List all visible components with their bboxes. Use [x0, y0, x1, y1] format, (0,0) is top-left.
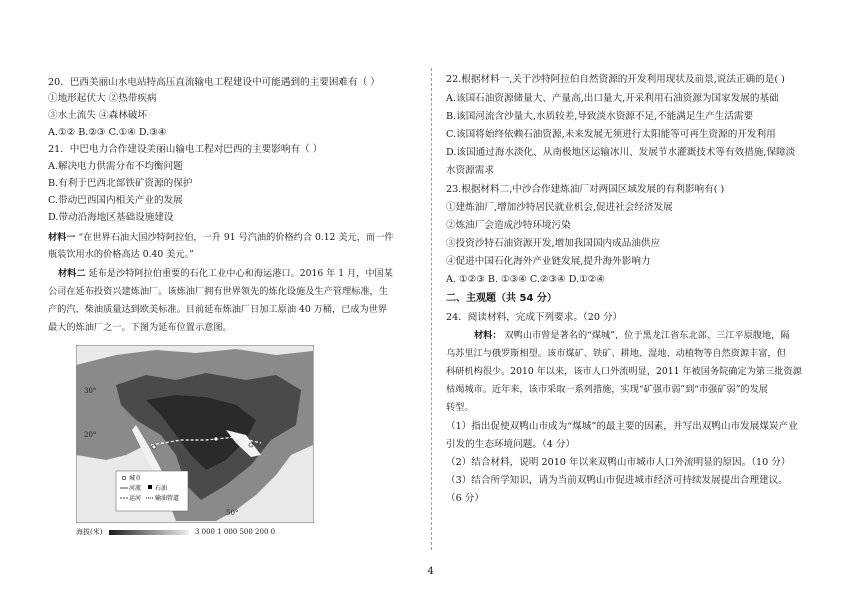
legend-river: 河流	[129, 485, 142, 492]
q23-item-3: ③投资沙特石油资源开发,增加我国国内成品油供应	[446, 238, 661, 249]
q22-option-a: A.该国石油资源储量大、产量高,出口量大,开采利用石油资源为国家发展的基础	[446, 93, 779, 104]
material-2-line-3: 产的汽、柴油质量达到欧美标准。目前延布炼油厂日加工原油 40 万桶，已成为世界	[48, 304, 388, 315]
material-2-label: 材料二	[58, 268, 86, 279]
city-legend-icon	[122, 476, 126, 480]
q23-choices: A. ①②③ B. ①③④ C.②③④ D.①②④	[446, 274, 605, 285]
q23-item-4: ④促进中国石化海外产业链发展,提升海外影响力	[446, 256, 651, 267]
city-marker	[249, 443, 253, 447]
section-2-heading: 二、主观题（共 54 分）	[446, 293, 557, 304]
q20-choices: A.①② B.②③ C.①④ D.③④	[48, 127, 167, 138]
q24-material-label: 材料：	[474, 330, 502, 341]
city-marker	[152, 445, 156, 449]
q22-option-d-line-1: D.该国通过海水淡化、从南极地区运输冰川、发展节水灌溉技术等有效措施,保障淡	[446, 147, 796, 158]
q24-stem: 24．阅读材料，完成下列要求。（20 分）	[446, 312, 623, 323]
legend-oil: 石油	[155, 485, 168, 492]
material-1-label: 材料一	[48, 232, 76, 243]
q23-item-2: ②炼油厂会造成沙特环境污染	[446, 220, 571, 231]
city-marker	[214, 437, 218, 441]
material-1-line-1: “在世界石油大国沙特阿拉伯，一升 91 号汽油的价格约合 0.12 美元，而一件	[78, 232, 394, 243]
legend-city: 城市	[129, 475, 142, 482]
q24-material-line-5: 转型。	[446, 402, 474, 413]
q24-sub-1-line-1: （1）指出促使双鸭山市成为“煤城”的最主要的因素，并写出双鸭山市发展煤炭产业	[446, 421, 798, 432]
page-number: 4	[427, 566, 434, 577]
longitude-label-50: 50°	[226, 509, 239, 517]
q24-material-line-2: 乌苏里江与俄罗斯相望。该市煤矿、铁矿、耕地、湿地、动植物等自然资源丰富，但	[446, 348, 786, 359]
q20-stem: 20．巴西美丽山水电站特高压直流输电工程建设中可能遇到的主要困难有（ ）	[48, 77, 380, 88]
q22-option-d-line-2: 水资源需求	[446, 165, 494, 176]
q21-option-d: D.带动沿海地区基础设施建设	[48, 212, 174, 223]
q24-sub-2: （2）结合材料，说明 2010 年以来双鸭山市城市人口外流明显的原因。（10 分）	[446, 457, 791, 468]
q21-stem: 21．中巴电力合作建设美丽山输电工程对巴西的主要影响有（ ）	[48, 144, 323, 155]
elevation-ticks: 3 000 1 000 500 200 0	[194, 528, 276, 536]
legend-canal: 运河	[129, 495, 142, 502]
material-1-line-2: 瓶装饮用水的价格高达 0.40 美元。”	[48, 249, 194, 260]
q20-options-1: ①地形起伏大 ②热带疾病	[48, 93, 157, 104]
q24-sub-3-line-1: （3）结合所学知识，请为当前双鸭山市促进城市经济可持续发展提出合理建议。	[446, 475, 788, 486]
material-1	[48, 232, 393, 244]
q23-stem: 23.根据材料二,中沙合作建炼油厂对两国区域发展的有利影响有( )	[446, 184, 725, 195]
elevation-label: 海拔(米)	[76, 528, 103, 536]
latitude-label-20: 20°	[84, 431, 97, 439]
q24-material-line-4: 枯竭城市。近年来，该市采取一系列措施，实现“矿强市弱”到“市强矿弱”的发展	[446, 384, 768, 395]
q22-option-c: C.该国将始终依赖石油资源,未来发展无须进行太阳能等可再生资源的开发利用	[446, 129, 776, 140]
legend-pipeline: 输油管道	[155, 495, 180, 502]
material-2-line-1: 延布是沙特阿拉伯重要的石化工业中心和海运港口。2016 年 1 月，中国某	[88, 268, 393, 279]
q24-sub-3-line-2: （6 分）	[446, 493, 484, 504]
material-2-line-4: 最大的炼油厂之一。下图为延布位置示意图。	[48, 322, 232, 333]
oil-legend-icon	[148, 485, 152, 489]
q21-option-b: B.有利于巴西北部铁矿资源的保护	[48, 178, 193, 189]
q24-material-line-3: 科研机构很少。2010 年以来，该市人口外流明显，2011 年被国务院确定为第三批资源	[446, 366, 802, 377]
material-2-line-2: 公司在延布投资兴建炼油厂。该炼油厂拥有世界领先的炼化设施及生产管理标准，生	[48, 286, 388, 297]
q24-sub-1-line-2: 引发的生态环境问题。（4 分）	[446, 439, 576, 450]
q21-option-c: C.带动巴西国内相关产业的发展	[48, 195, 183, 206]
q24-material	[474, 330, 790, 342]
q22-option-b: B.该国河流含沙量大,水质较差,导致淡水资源不足,不能满足生产生活需要	[446, 111, 754, 122]
q20-options-2: ③水土流失 ④森林破坏	[48, 110, 147, 121]
q23-item-1: ①建炼油厂,增加沙特居民就业机会,促进社会经济发展	[446, 202, 673, 213]
map-legend	[116, 471, 188, 511]
elevation-color-bar	[109, 530, 189, 535]
elevation-scale	[76, 528, 275, 537]
q21-option-a: A.解决电力供需分布不均衡问题	[48, 161, 183, 172]
q24-material-line-1: 双鸭山市曾是著名的“煤城”，位于黑龙江省东北部、三江平原腹地，隔	[504, 330, 790, 341]
column-divider	[431, 68, 432, 550]
yanbu-location-map	[76, 345, 314, 523]
q22-stem: 22.根据材料一,关于沙特阿拉伯自然资源的开发利用现状及前景,说法正确的是( )	[446, 74, 785, 85]
latitude-label-30: 30°	[84, 387, 97, 395]
material-2	[58, 268, 393, 280]
